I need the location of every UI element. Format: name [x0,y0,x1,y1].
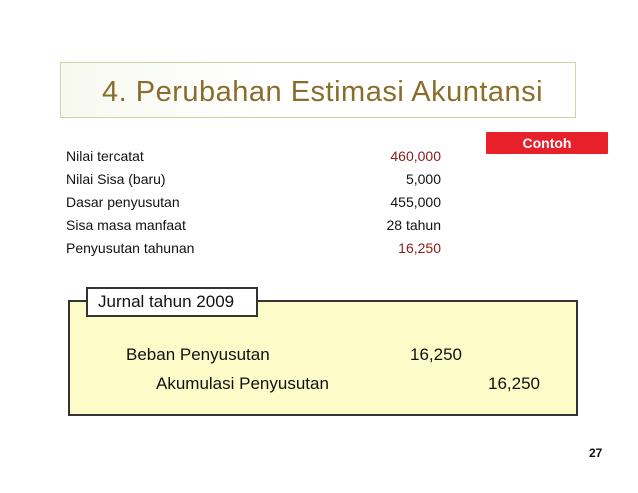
slide-title: 4. Perubahan Estimasi Akuntansi [102,76,544,108]
debit-account: Beban Penyusutan [126,345,270,364]
row-label: Dasar penyusutan [66,194,180,210]
row-label: Penyusutan tahunan [66,240,195,256]
row-value: 5,000 [405,171,441,187]
journal-tab-label: Jurnal tahun 2009 [86,287,258,317]
row-label: Nilai Sisa (baru) [66,171,166,187]
row-label: Nilai tercatat [66,148,144,164]
row-label: Sisa masa manfaat [66,217,186,233]
example-badge: Contoh [486,132,608,154]
credit-account: Akumulasi Penyusutan [156,374,329,393]
row-value: 28 tahun [386,217,441,233]
row-value: 16,250 [398,240,441,256]
row-value: 460,000 [390,148,441,164]
debit-amount: 16,250 [410,345,462,364]
credit-amount: 16,250 [488,374,540,393]
row-value: 455,000 [390,194,441,210]
page-number: 27 [589,446,603,460]
